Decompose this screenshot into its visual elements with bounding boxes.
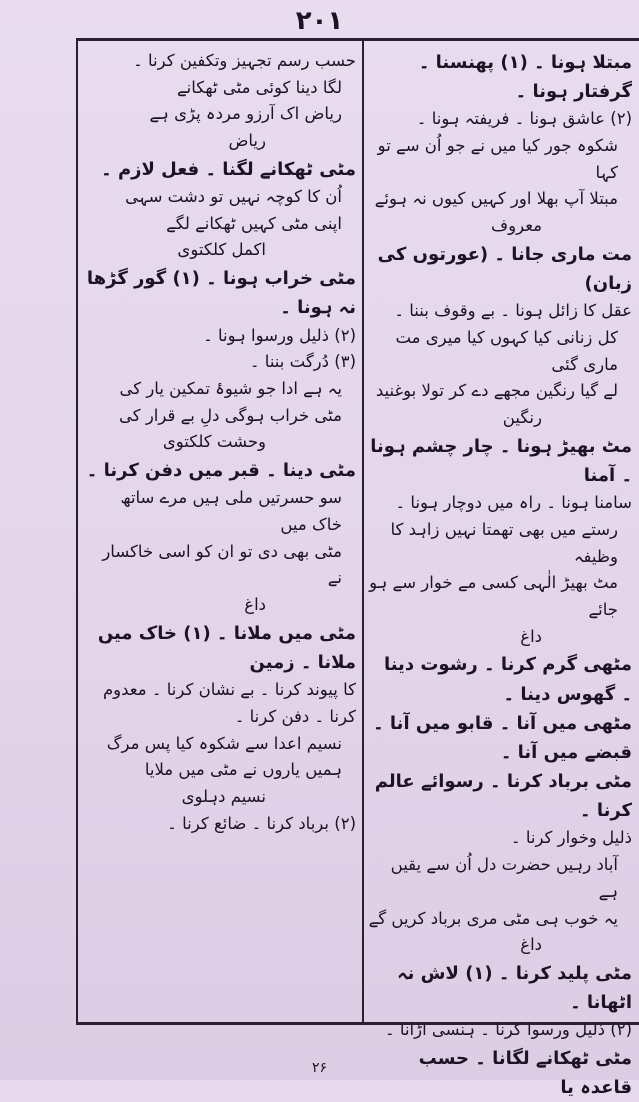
verse-line: مٹی بھی دی تو ان کو اسی خاکسار نے <box>102 541 342 588</box>
poet-name: وحشت کلکتوی <box>162 432 266 452</box>
definition-line: (۳) دُرگت بننا ۔ <box>249 352 356 372</box>
verse-line: نسیم اعدا سے شکوہ کیا پس مرگ <box>106 733 342 753</box>
definition-line: (۲) ذلیل ورسوا کرنا ۔ ہنسی اڑانا ۔ <box>385 1020 632 1040</box>
top-rule <box>76 38 639 41</box>
definition-line: سامنا ہونا ۔ راہ میں دوچار ہونا ۔ <box>395 493 632 513</box>
headword-entry: مٹی پلید کرنا ۔ (۱) لاش نہ اٹھانا ۔ <box>397 962 632 1014</box>
verse-line: رستے میں بھی تھمتا نہیں زاہد کا وظیفہ <box>390 519 618 566</box>
poet-name: داغ <box>520 935 542 955</box>
verse-line: ریاض اک آرزو مردہ پڑی ہے <box>149 104 342 124</box>
poet-name: داغ <box>244 595 266 615</box>
definition-line: حسب رسم تجہیز وتکفین کرنا ۔ <box>133 51 356 70</box>
headword-entry: مٹ بھیڑ ہونا ۔ چار چشم ہونا ۔ آمنا <box>370 435 632 486</box>
right-column <box>368 48 632 1102</box>
verse-line: اُن کا کوچہ نہیں تو دشت سہی <box>125 187 342 207</box>
verse-line: اپنی مٹی کہیں ٹھکانے لگے <box>166 213 342 233</box>
column-divider <box>362 41 364 1022</box>
definition-line: (۲) عاشق ہونا ۔ فریفتہ ہونا ۔ <box>416 109 632 129</box>
headword-entry: مٹی ٹھکانے لگانا ۔ حسب قاعدہ یا <box>418 1048 632 1099</box>
poet-name: نسیم دہلوی <box>181 787 266 807</box>
poet-name: داغ <box>520 626 542 646</box>
headword-entry: مٹی خراب ہونا ۔ (۱) گور گڑھا نہ ہونا ۔ <box>86 268 356 319</box>
definition-line: (۲) ذلیل ورسوا ہونا ۔ <box>203 325 356 345</box>
verse-line: مٹی خراب ہوگی دلِ بے قرار کی <box>118 405 342 425</box>
poet-name: ریاض <box>228 131 266 151</box>
verse-line: ہمیں یاروں نے مٹی میں ملایا <box>144 760 342 780</box>
verse-line: شکوہ جور کیا میں نے جو اُن سے تو کہا <box>377 136 618 182</box>
poet-name: اکمل کلکتوی <box>177 240 266 260</box>
definition-line: (۲) برباد کرنا ۔ ضائع کرنا ۔ <box>167 813 356 833</box>
verse-line: مٹ بھیڑ الٰہی کسی مے خوار سے ہو جائے <box>369 573 618 619</box>
headword-entry: مٹی برباد کرنا ۔ رسوائے عالم کرنا ۔ <box>374 771 632 822</box>
page-number: ۲۰۱ <box>295 6 344 36</box>
headword-entry: مٹی ٹھکانے لگنا ۔ فعل لازم ۔ <box>101 158 356 180</box>
footer-mark: ۲۶ <box>311 1060 328 1076</box>
headword-entry: مبتلا ہونا ۔ (۱) پھنسنا ۔ گرفتار ہونا ۔ <box>418 52 632 103</box>
poet-name: معروف <box>491 216 542 236</box>
verse-line: یہ خوب ہی مٹی مری برباد کریں گے <box>368 908 618 928</box>
verse-line: مبتلا آپ بھلا اور کہیں کیوں نہ ہوئے <box>374 189 618 209</box>
verse-line: کل زنانی کیا کہوں کیا میری مت ماری گئی <box>395 327 618 374</box>
headword-entry: مٹی دینا ۔ قبر میں دفن کرنا ۔ <box>86 460 356 482</box>
verse-line: لگا دینا کوئی مٹی ٹھکانے <box>177 77 342 97</box>
left-margin-rule <box>76 38 78 1025</box>
left-column <box>86 48 356 837</box>
poet-name: رنگین <box>502 408 542 428</box>
definition-line: ذلیل وخوار کرنا ۔ <box>510 828 632 848</box>
headword-entry: مت ماری جانا ۔ (عورتوں کی زبان) <box>377 243 632 295</box>
definition-line: عقل کا زائل ہونا ۔ بے وقوف بننا ۔ <box>394 301 632 321</box>
verse-line: سو حسرتیں ملی ہیں مرے ساتھ خاک میں <box>120 488 342 534</box>
headword-entry: مٹی میں ملانا ۔ (۱) خاک میں ملانا ۔ زمین <box>97 622 356 673</box>
headword-entry: مٹھی میں آنا ۔ قابو میں آنا ۔ قبضے میں آنا ۔ <box>373 712 632 763</box>
verse-line: آباد رہیں حضرت دل اُن سے یقیں ہے <box>390 855 618 901</box>
definition-line: کا پیوند کرنا ۔ بے نشان کرنا ۔ معدوم <box>102 680 356 700</box>
headword-entry: مٹھی گرم کرنا ۔ رشوت دینا ۔ گھوس دینا ۔ <box>383 654 632 705</box>
verse-line: لے گیا رنگین مجھے دے کر تولا بوغنید <box>375 381 618 401</box>
verse-line: یہ ہے ادا جو شیوۂ تمکین یار کی <box>119 378 342 398</box>
definition-line: کرنا ۔ دفن کرنا ۔ <box>234 706 356 726</box>
